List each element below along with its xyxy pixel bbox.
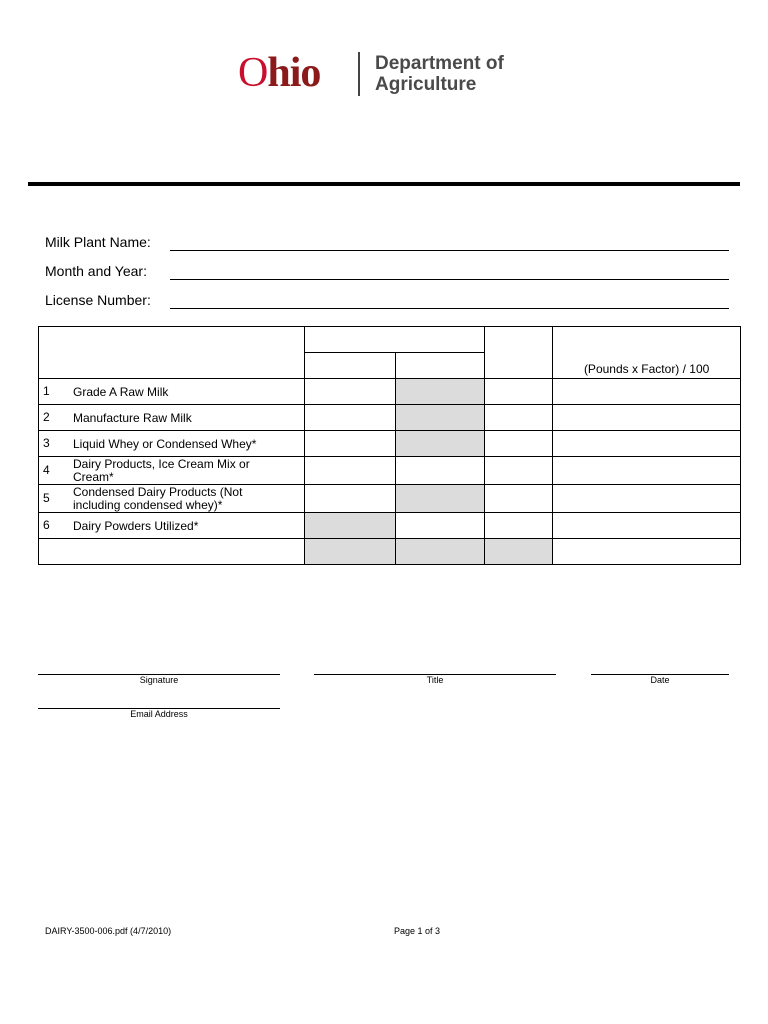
total-cell-shaded-2 [395,539,485,565]
row-cell-input[interactable] [304,457,395,485]
formula-header: (Pounds x Factor) / 100 [553,327,741,379]
row-number: 3 [43,436,50,451]
month-year-field[interactable] [170,279,729,280]
table-row [39,405,741,431]
row-cell-result[interactable] [553,457,741,485]
row-cell-factor[interactable] [485,485,553,513]
row-cell-shaded [395,379,485,405]
header-cell-factor [485,327,553,379]
logo-dept-line1: Department of [375,53,504,74]
row-number: 2 [43,410,50,425]
row-cell-factor[interactable] [485,379,553,405]
row-description [39,379,305,405]
row-cell-input[interactable] [304,379,395,405]
row-label: Condensed Dairy Products (Not including condensed whey)* [73,484,243,512]
header-cell-group [304,327,485,353]
row-cell-input[interactable] [304,485,395,513]
page-number: Page 1 of 3 [394,926,441,936]
row-cell-shaded [395,405,485,431]
row-number: 4 [43,462,50,477]
row-cell-result[interactable] [553,431,741,457]
row-cell-shaded [304,513,395,539]
row-cell-input-2[interactable] [395,513,485,539]
date-label: Date [650,675,670,685]
document-id: DAIRY-3500-006.pdf (4/7/2010) [45,926,172,936]
logo-ohio-wordmark: Ohio [238,50,321,96]
row-cell-shaded [395,431,485,457]
total-cell-shaded-1 [304,539,395,565]
row-cell-result[interactable] [553,405,741,431]
row-description [39,513,305,539]
total-description [39,539,305,565]
row-number: 5 [43,490,50,505]
table-row [39,513,741,539]
license-number-label: License Number: [45,292,151,308]
row-cell-factor[interactable] [485,457,553,485]
row-label: Manufacture Raw Milk [73,410,192,425]
plant-name-label: Milk Plant Name: [45,234,151,250]
row-description [39,405,305,431]
row-cell-input[interactable] [304,405,395,431]
month-year-label: Month and Year: [45,263,147,279]
header-cell-description [39,327,305,379]
row-cell-result[interactable] [553,513,741,539]
table-row [39,457,741,485]
table-total-row [39,539,741,565]
row-description [39,457,305,485]
row-cell-input[interactable] [304,431,395,457]
utilization-table [38,326,741,565]
row-cell-input-2[interactable] [395,457,485,485]
subheader-cell-1 [304,353,395,379]
title-label: Title [426,675,444,685]
table-header-row [39,327,741,353]
row-label: Grade A Raw Milk [73,384,169,399]
logo-divider [358,52,360,96]
row-cell-factor[interactable] [485,405,553,431]
table-row [39,485,741,513]
row-cell-result[interactable] [553,379,741,405]
row-label: Dairy Products, Ice Cream Mix or Cream* [73,456,250,484]
row-label: Liquid Whey or Condensed Whey* [73,436,257,451]
email-label: Email Address [130,709,188,719]
row-cell-factor[interactable] [485,513,553,539]
plant-name-field[interactable] [170,250,729,251]
row-description [39,431,305,457]
subheader-cell-2 [395,353,485,379]
logo-department-name [375,53,504,95]
header-rule [28,182,740,186]
row-description [39,485,305,513]
table-row [39,431,741,457]
total-cell-result[interactable] [553,539,741,565]
row-cell-shaded [395,485,485,513]
total-cell-shaded-3 [485,539,553,565]
row-label: Dairy Powders Utilized* [73,518,199,533]
row-number: 1 [43,384,50,399]
row-cell-factor[interactable] [485,431,553,457]
table-row [39,379,741,405]
logo-dept-line2: Agriculture [375,74,477,95]
row-cell-result[interactable] [553,485,741,513]
ohio-agriculture-logo [238,50,528,98]
license-number-field[interactable] [170,308,729,309]
signature-label: Signature [139,675,179,685]
row-number: 6 [43,518,50,533]
